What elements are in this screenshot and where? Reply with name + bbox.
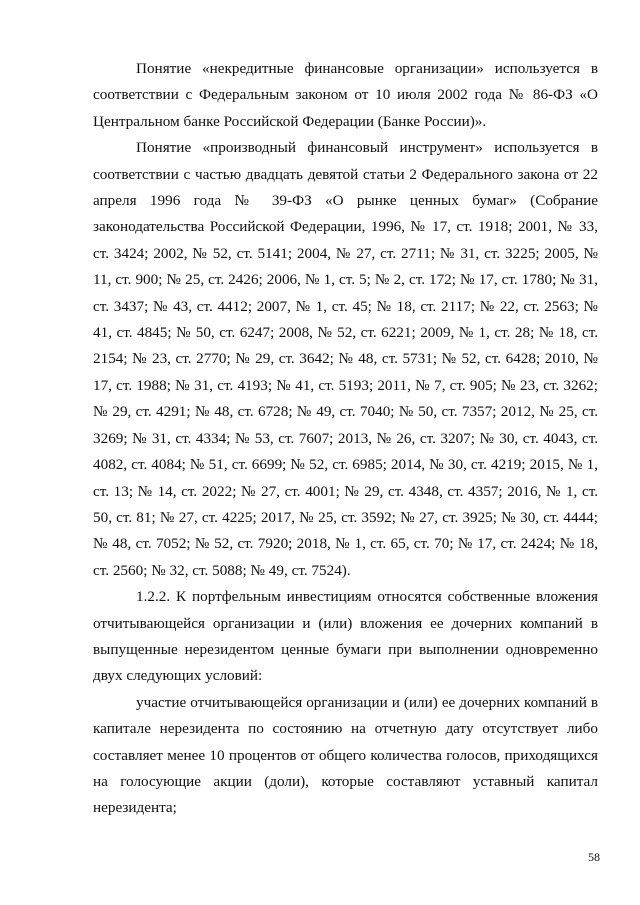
body-text: [93, 56, 598, 822]
paragraph-non-credit-organizations: Понятие «некредитные финансовые организации» используется в соответствии с Федеральным законом от 10 июля 2002 года № 86-ФЗ «О Центральном банке Российской Федерации (Банке России)».: [93, 60, 598, 130]
paragraph-derivative-instrument: Понятие «производный финансовый инструмент» используется в соответствии с частью двадцать девятой статьи 2 Федерального закона от 22 апреля 1996 года № 39-ФЗ «О рынке ценных бумаг» (Собрание законодательства Российской Федерации, 1996, № 17, ст. 1918; 2001, № 33, ст. 3424; 2002, № 52, ст. 5141; 2004, № 27, ст. 2711; № 31, ст. 3225; 2005, № 11, ст. 900; № 25, ст. 2426; 2006, № 1, ст. 5; № 2, ст. 172; № 17, ст. 1780; № 31, ст. 3437; № 43, ст. 4412; 2007, № 1, ст. 45; № 18, ст. 2117; № 22, ст. 2563; № 41, ст. 4845; № 50, ст. 6247; 2008, № 52, ст. 6221; 2009, № 1, ст. 28; № 18, ст. 2154; № 23, ст. 2770; № 29, ст. 3642; № 48, ст. 5731; № 52, ст. 6428; 2010, № 17, ст. 1988; № 31, ст. 4193; № 41, ст. 5193; 2011, № 7, ст. 905; № 23, ст. 3262; № 29, ст. 4291; № 48, ст. 6728; № 49, ст. 7040; № 50, ст. 7357; 2012, № 25, ст. 3269; № 31, ст. 4334; № 53, ст. 7607; 2013, № 26, ст. 3207; № 30, ст. 4043, ст. 4082, ст. 4084; № 51, ст. 6699; № 52, ст. 6985; 2014, № 30, ст. 4219; 2015, № 1, ст. 13; № 14, ст. 2022; № 27, ст. 4001; № 29, ст. 4348, ст. 4357; 2016, № 1, ст. 50, ст. 81; № 27, ст. 4225; 2017, № 25, ст. 3592; № 27, ст. 3925; № 30, ст. 4444; № 48, ст. 7052; № 52, ст. 7920; 2018, № 1, ст. 65, ст. 70; № 17, ст. 2424; № 18, ст. 2560; № 32, ст. 5088; № 49, ст. 7524).: [93, 139, 598, 579]
paragraph-participation-condition: участие отчитывающейся организации и (или) ее дочерних компаний в капитале нерезидента по состоянию на отчетную дату отсутствует либо составляет менее 10 процентов от общего количества голосов, приходящихся на голосующие акции (доли), которые составляют уставный капитал нерезидента;: [93, 693, 598, 817]
paragraph-portfolio-investments: 1.2.2. К портфельным инвестициям относятся собственные вложения отчитывающейся организации и (или) вложения ее дочерних компаний в выпущенные нерезидентом ценные бумаги при выполнении одновременно двух следующих условий:: [93, 588, 598, 685]
page-number: 58: [588, 850, 600, 864]
